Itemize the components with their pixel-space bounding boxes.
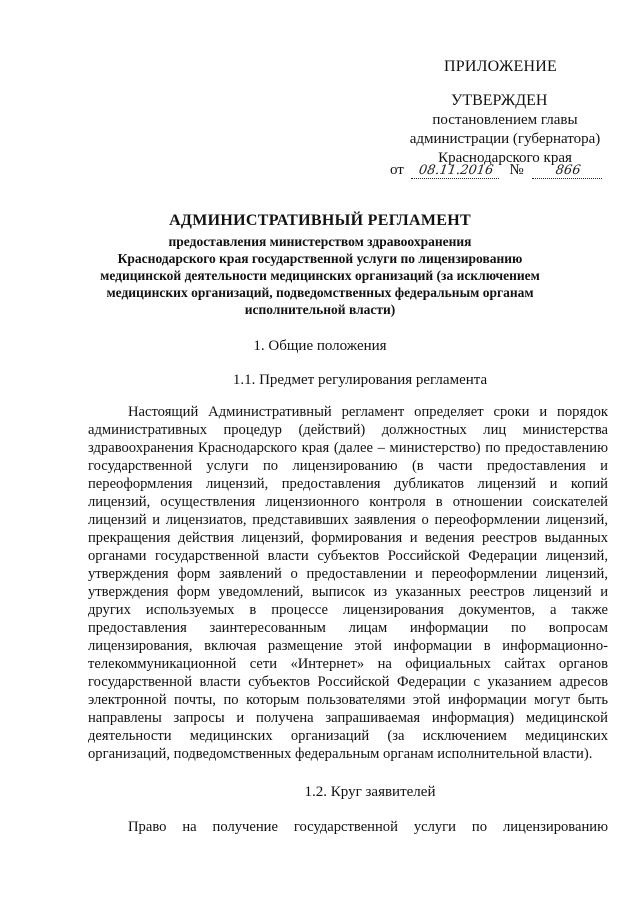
from-label: от bbox=[390, 162, 404, 178]
subtitle-line: предоставления министерством здравоохранения bbox=[168, 234, 472, 249]
section-1-2-heading: 1.2. Круг заявителей bbox=[304, 784, 436, 800]
appendix-label: ПРИЛОЖЕНИЕ bbox=[444, 58, 558, 75]
approval-line: Краснодарского края bbox=[438, 150, 572, 166]
subtitle-line: медицинской деятельности медицинских организаций (за исключением bbox=[100, 268, 540, 283]
subtitle-line: исполнительной власти) bbox=[244, 302, 396, 317]
document-title bbox=[90, 212, 550, 318]
title-main: АДМИНИСТРАТИВНЫЙ РЕГЛАМЕНТ bbox=[169, 212, 471, 229]
date-number-line bbox=[390, 162, 603, 179]
number-label: № bbox=[509, 162, 524, 178]
section-1-heading: 1. Общие положения bbox=[253, 338, 387, 354]
handwritten-date: 08.11.2016 bbox=[410, 163, 500, 179]
section-1-1-paragraph: Настоящий Административный регламент определяет сроки и порядок административных процедур (действий) должностных лиц министерства здравоохранения Краснодарского края (далее – министерство) по предоставлению государственной услуги по лицензированию (в части предоставления и переоформления лицензий, предоставления дубликатов лицензий и копий лицензий, осуществления лицензионного контроля в отношении соискателей лицензий и лицензиатов, представивших заявления о переоформлении лицензий, прекращения действия лицензий, формирования и ведения реестров выданных органами государственной власти субъектов Российской Федерации лицензий, утверждения форм заявлений о предоставлении и переоформлении лицензий, утверждения форм уведомлений, выписок из указанных реестров лицензий и других используемых в процессе лицензирования документов, а также предоставления заинтересованным лицам информации по вопросам лицензирования, включая размещение этой информации в информационно-телекоммуникационной сети «Интернет» на официальных сайтах органов государственной власти субъектов Российской Федерации с указанием адресов электронной почты, по которым пользователями этой информации могут быть направлены запросы и получена запрашиваемая информация) медицинской деятельности медицинских организаций (за исключением медицинских организаций, подведомственных федеральным органам исполнительной власти). bbox=[88, 404, 608, 762]
title-subtitle bbox=[90, 233, 550, 318]
section-1-1-heading: 1.1. Предмет регулирования регламента bbox=[232, 372, 488, 388]
handwritten-number: 866 bbox=[532, 163, 604, 179]
section-1-2-paragraph-start: Право на получение государственной услуги по лицензированию bbox=[128, 819, 608, 835]
subtitle-line: Краснодарского края государственной услуги по лицензированию bbox=[117, 251, 523, 266]
approval-authority bbox=[380, 111, 630, 168]
approval-line: администрации (губернатора) bbox=[409, 131, 601, 147]
approval-line: постановлением главы bbox=[432, 112, 578, 128]
approved-label: УТВЕРЖДЕН bbox=[451, 92, 548, 109]
subtitle-line: медицинских организаций, подведомственных федеральным органам bbox=[106, 285, 534, 300]
